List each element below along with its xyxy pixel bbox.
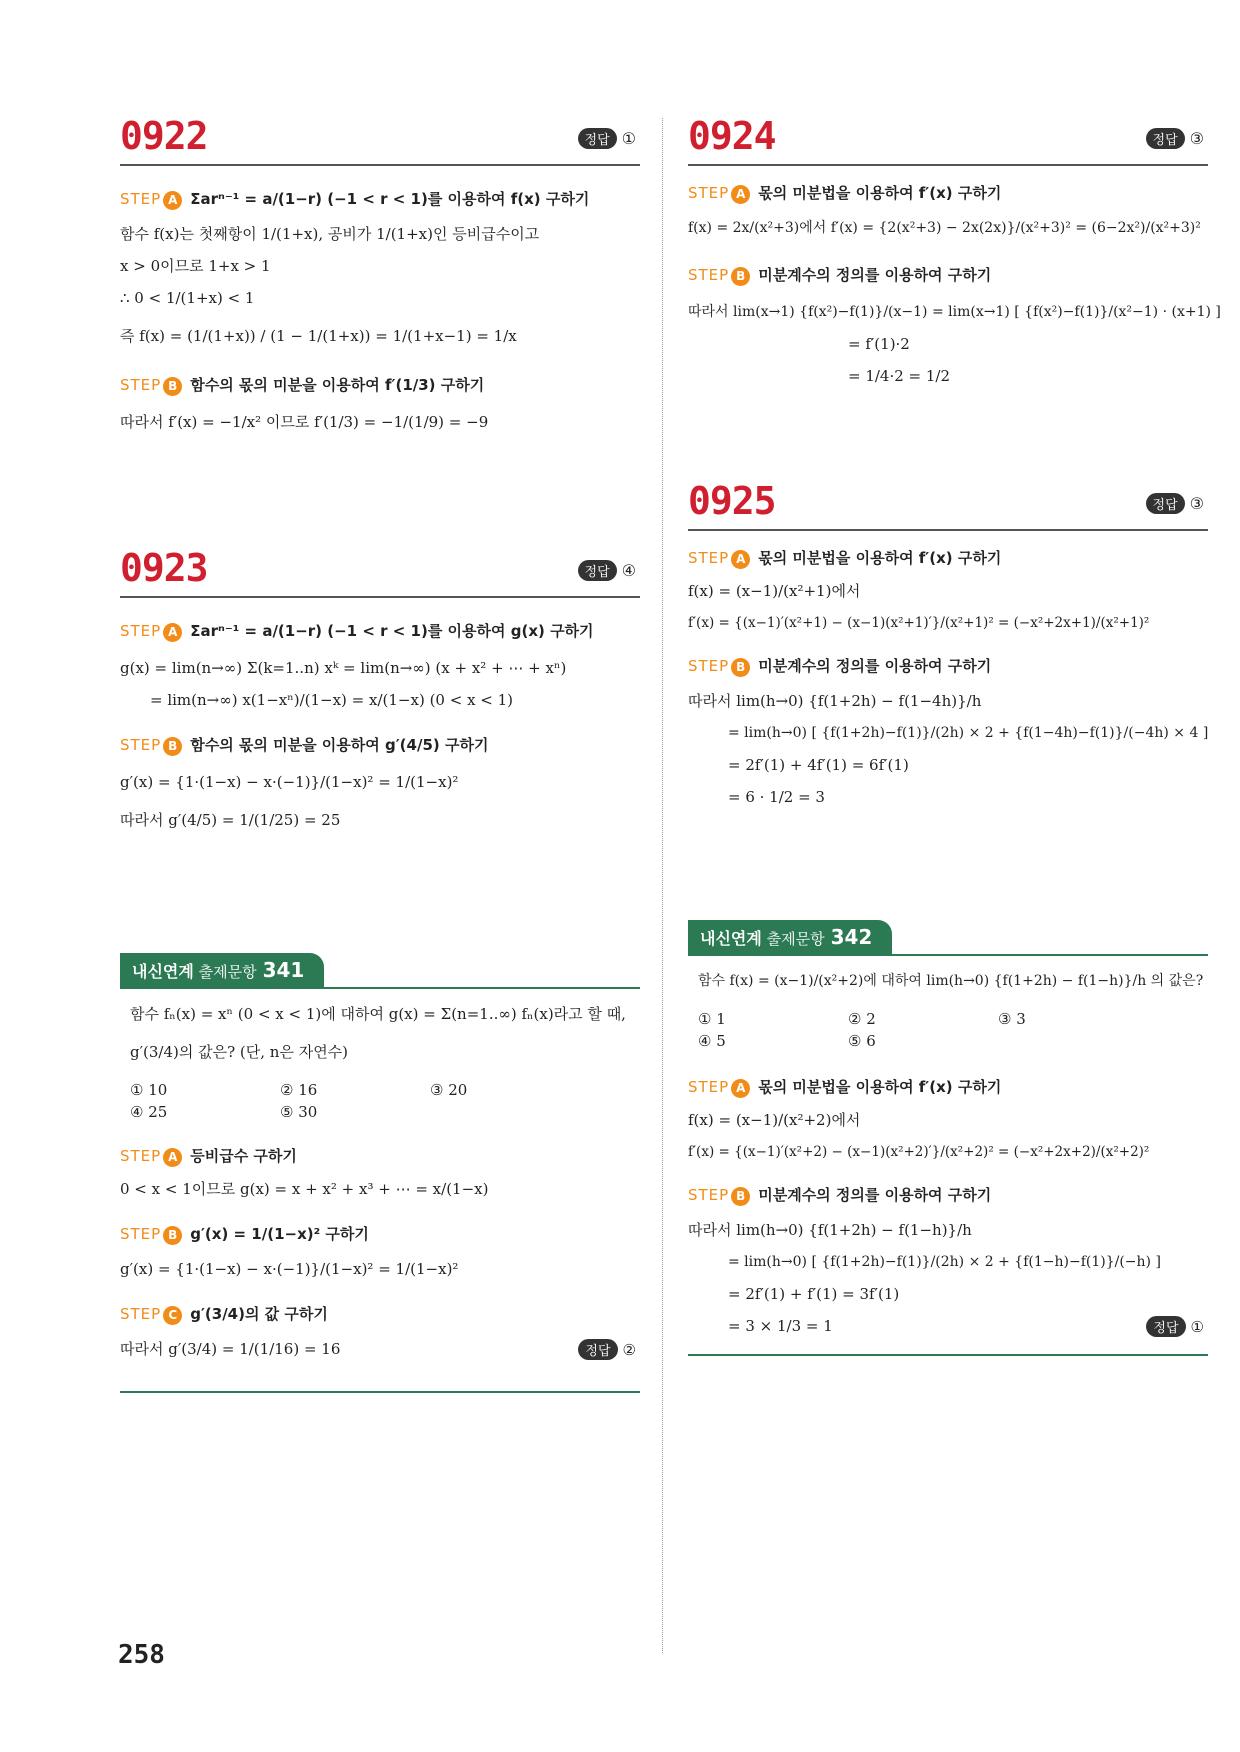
step-letter-icon: A: [163, 623, 182, 642]
solution-line: f(x) = (x−1)/(x²+1)에서: [688, 582, 861, 600]
step-title: 몫의 미분법을 이용하여 f′(x) 구하기: [758, 1078, 1002, 1096]
step-letter-icon: B: [163, 377, 182, 396]
banner-subtitle: 출제문항: [766, 930, 825, 948]
answer-badge: 정답: [1146, 493, 1185, 514]
related-question-342: [688, 920, 1208, 1356]
column-divider: [662, 118, 663, 1653]
choice: ④ 25: [130, 1103, 168, 1121]
step-title: g′(3/4)의 값 구하기: [190, 1305, 328, 1323]
solution-line: 따라서 g′(3/4) = 1/(1/16) = 16: [120, 1340, 341, 1358]
answer-value: ③: [1189, 129, 1204, 148]
solution-line: ∴ 0 < 1/(1+x) < 1: [120, 289, 255, 307]
solution-line: = lim(h→0) [ {f(1+2h)−f(1)}/(2h) × 2 + {f(1−4h)−f(1)}/(−4h) × 4 ]: [728, 725, 1209, 741]
step-tag: STEP: [120, 622, 162, 640]
final-answer-row: [120, 1333, 640, 1365]
answer-indicator: [578, 128, 636, 149]
problem-number: 0925: [688, 479, 776, 523]
solution-line: f(x) = (x−1)/(x²+2)에서: [688, 1111, 861, 1129]
step-tag: STEP: [120, 1225, 162, 1243]
step-title: 미분계수의 정의를 이용하여 구하기: [758, 1186, 992, 1204]
banner-number: 341: [262, 958, 305, 982]
choice: ⑤ 30: [280, 1103, 318, 1121]
problem-0923: [120, 540, 640, 836]
problem-number: 0923: [120, 546, 208, 590]
problem-number: 0924: [688, 114, 776, 158]
step-title: 미분계수의 정의를 이용하여 구하기: [758, 657, 992, 675]
page-number: 258: [118, 1640, 165, 1670]
step-a-heading: [120, 188, 640, 210]
solution-line: 따라서 lim(x→1) {f(x²)−f(1)}/(x−1) = lim(x→1) [ {f(x²)−f(1)}/(x²−1) · (x+1) ]: [688, 304, 1221, 320]
step-letter-icon: B: [731, 267, 750, 286]
choice-row: [130, 1079, 640, 1101]
solution-line: f′(x) = {(x−1)′(x²+2) − (x−1)(x²+2)′}/(x²+2)² = (−x²+2x+2)/(x²+2)²: [688, 1144, 1150, 1160]
banner-title: 내신연계: [700, 929, 762, 948]
step-b-heading: [120, 374, 640, 396]
problem-0925: [688, 473, 1208, 813]
answer-indicator: [1146, 128, 1204, 149]
step-title: Σarⁿ⁻¹ = a/(1−r) (−1 < r < 1)를 이용하여 f(x) 구하기: [190, 190, 590, 208]
step-letter-icon: A: [731, 1079, 750, 1098]
choice-row: [698, 1008, 1208, 1030]
answer-badge: 정답: [578, 1339, 617, 1360]
banner-title: 내신연계: [132, 962, 194, 981]
choices: [688, 1008, 1208, 1052]
problem-header: [120, 108, 640, 166]
step-tag: STEP: [120, 1305, 162, 1323]
problem-header: [120, 540, 640, 598]
answer-badge: 정답: [1146, 1316, 1185, 1337]
step-c-heading: [120, 1303, 640, 1325]
choice: ④ 5: [698, 1032, 726, 1050]
choice: ③ 3: [998, 1010, 1026, 1028]
related-banner: [688, 920, 1208, 956]
step-tag: STEP: [688, 266, 730, 284]
solution-line: = 3 × 1/3 = 1: [728, 1317, 833, 1335]
step-a-heading: [120, 1145, 640, 1167]
answer-value: ①: [621, 129, 636, 148]
question-text: 함수 fₙ(x) = xⁿ (0 < x < 1)에 대하여 g(x) = Σ(n=1..∞) fₙ(x)라고 할 때,: [130, 1005, 626, 1023]
answer-value: ②: [622, 1341, 636, 1359]
answer-value: ①: [1190, 1318, 1204, 1336]
banner-number: 342: [830, 925, 873, 949]
problem-0924: [688, 108, 1221, 392]
solution-line: 즉 f(x) = (1/(1+x)) / (1 − 1/(1+x)) = 1/(1+x−1) = 1/x: [120, 327, 517, 345]
step-a-heading: [688, 182, 1208, 204]
step-letter-icon: A: [163, 1148, 182, 1167]
answer-indicator: [1146, 493, 1204, 514]
related-tab: [120, 953, 324, 987]
step-title: 미분계수의 정의를 이용하여 구하기: [758, 266, 992, 284]
step-b-heading: [688, 655, 1208, 677]
related-tab: [688, 920, 892, 954]
solution-line: g′(x) = {1·(1−x) − x·(−1)}/(1−x)² = 1/(1−x)²: [120, 773, 459, 791]
step-title: 몫의 미분법을 이용하여 f′(x) 구하기: [758, 184, 1002, 202]
step-letter-icon: C: [163, 1306, 182, 1325]
choice: ② 2: [848, 1010, 876, 1028]
step-title: Σarⁿ⁻¹ = a/(1−r) (−1 < r < 1)를 이용하여 g(x) 구하기: [190, 622, 594, 640]
section-end-rule: [688, 1354, 1208, 1356]
choices: [120, 1079, 640, 1123]
step-letter-icon: B: [731, 658, 750, 677]
step-title: g′(x) = 1/(1−x)² 구하기: [190, 1225, 369, 1243]
choice-row: [130, 1101, 640, 1123]
solution-line: 0 < x < 1이므로 g(x) = x + x² + x³ + ⋯ = x/(1−x): [120, 1180, 489, 1198]
question-text: 함수 f(x) = (x−1)/(x²+2)에 대하여 lim(h→0) {f(1+2h) − f(1−h)}/h 의 값은?: [698, 973, 1204, 989]
step-a-heading: [688, 547, 1208, 569]
step-title: 몫의 미분법을 이용하여 f′(x) 구하기: [758, 549, 1002, 567]
solution-line: f(x) = 2x/(x²+3)에서 f′(x) = {2(x²+3) − 2x(2x)}/(x²+3)² = (6−2x²)/(x²+3)²: [688, 220, 1201, 236]
banner-subtitle: 출제문항: [198, 963, 257, 981]
step-title: 함수의 몫의 미분을 이용하여 g′(4/5) 구하기: [190, 736, 489, 754]
choice: ① 1: [698, 1010, 726, 1028]
problem-number: 0922: [120, 114, 208, 158]
step-tag: STEP: [688, 1078, 730, 1096]
step-tag: STEP: [688, 184, 730, 202]
solution-line: = 1/4·2 = 1/2: [848, 367, 951, 385]
step-letter-icon: A: [163, 191, 182, 210]
problem-0922: [120, 108, 640, 438]
answer-badge: 정답: [1146, 128, 1185, 149]
step-tag: STEP: [688, 549, 730, 567]
solution-line: g(x) = lim(n→∞) Σ(k=1..n) xᵏ = lim(n→∞) (x + x² + ⋯ + xⁿ): [120, 659, 567, 677]
step-tag: STEP: [120, 736, 162, 754]
step-b-heading: [688, 1184, 1208, 1206]
solution-line: 따라서 lim(h→0) {f(1+2h) − f(1−4h)}/h: [688, 692, 982, 710]
step-b-heading: [120, 1223, 640, 1245]
solution-line: x > 0이므로 1+x > 1: [120, 257, 271, 275]
section-end-rule: [120, 1391, 640, 1393]
solution-line: 따라서 lim(h→0) {f(1+2h) − f(1−h)}/h: [688, 1221, 972, 1239]
answer-badge: 정답: [578, 128, 617, 149]
solution-line: = 6 · 1/2 = 3: [728, 788, 825, 806]
choice: ③ 20: [430, 1081, 468, 1099]
choice-row: [698, 1030, 1208, 1052]
step-letter-icon: B: [731, 1187, 750, 1206]
solution-line: = 2f′(1) + f′(1) = 3f′(1): [728, 1285, 900, 1303]
choice: ② 16: [280, 1081, 318, 1099]
step-b-heading: [120, 734, 640, 756]
step-letter-icon: A: [731, 185, 750, 204]
step-tag: STEP: [688, 1186, 730, 1204]
solution-line: f′(x) = {(x−1)′(x²+1) − (x−1)(x²+1)′}/(x²+1)² = (−x²+2x+1)/(x²+1)²: [688, 615, 1150, 631]
step-tag: STEP: [120, 190, 162, 208]
solution-line: = 2f′(1) + 4f′(1) = 6f′(1): [728, 756, 909, 774]
solution-line: g′(x) = {1·(1−x) − x·(−1)}/(1−x)² = 1/(1−x)²: [120, 1260, 459, 1278]
step-title: 함수의 몫의 미분을 이용하여 f′(1/3) 구하기: [190, 376, 485, 394]
answer-value: ④: [621, 561, 636, 580]
step-b-heading: [688, 264, 1208, 286]
step-a-heading: [688, 1076, 1208, 1098]
answer-indicator: [1146, 1316, 1204, 1337]
choice: ⑤ 6: [848, 1032, 876, 1050]
final-answer-row: [688, 1310, 1208, 1342]
related-banner: [120, 953, 640, 989]
choice: ① 10: [130, 1081, 168, 1099]
step-letter-icon: B: [163, 737, 182, 756]
solution-line: = f′(1)·2: [848, 335, 910, 353]
answer-badge: 정답: [578, 560, 617, 581]
solution-line: = lim(n→∞) x(1−xⁿ)/(1−x) = x/(1−x) (0 < x < 1): [150, 691, 514, 709]
solution-line: = lim(h→0) [ {f(1+2h)−f(1)}/(2h) × 2 + {f(1−h)−f(1)}/(−h) ]: [728, 1254, 1161, 1270]
step-letter-icon: B: [163, 1226, 182, 1245]
problem-header: [688, 108, 1208, 166]
solution-line: 따라서 g′(4/5) = 1/(1/25) = 25: [120, 811, 341, 829]
problem-header: [688, 473, 1208, 531]
step-tag: STEP: [688, 657, 730, 675]
question-text: g′(3/4)의 값은? (단, n은 자연수): [130, 1043, 349, 1061]
answer-indicator: [578, 560, 636, 581]
solution-line: 함수 f(x)는 첫째항이 1/(1+x), 공비가 1/(1+x)인 등비급수이고: [120, 225, 540, 243]
solution-line: 따라서 f′(x) = −1/x² 이므로 f′(1/3) = −1/(1/9) = −9: [120, 413, 489, 431]
step-letter-icon: A: [731, 550, 750, 569]
answer-value: ③: [1189, 494, 1204, 513]
related-question-341: [120, 953, 640, 1393]
step-a-heading: [120, 620, 640, 642]
answer-indicator: [578, 1339, 636, 1360]
step-tag: STEP: [120, 1147, 162, 1165]
step-tag: STEP: [120, 376, 162, 394]
step-title: 등비급수 구하기: [190, 1147, 297, 1165]
